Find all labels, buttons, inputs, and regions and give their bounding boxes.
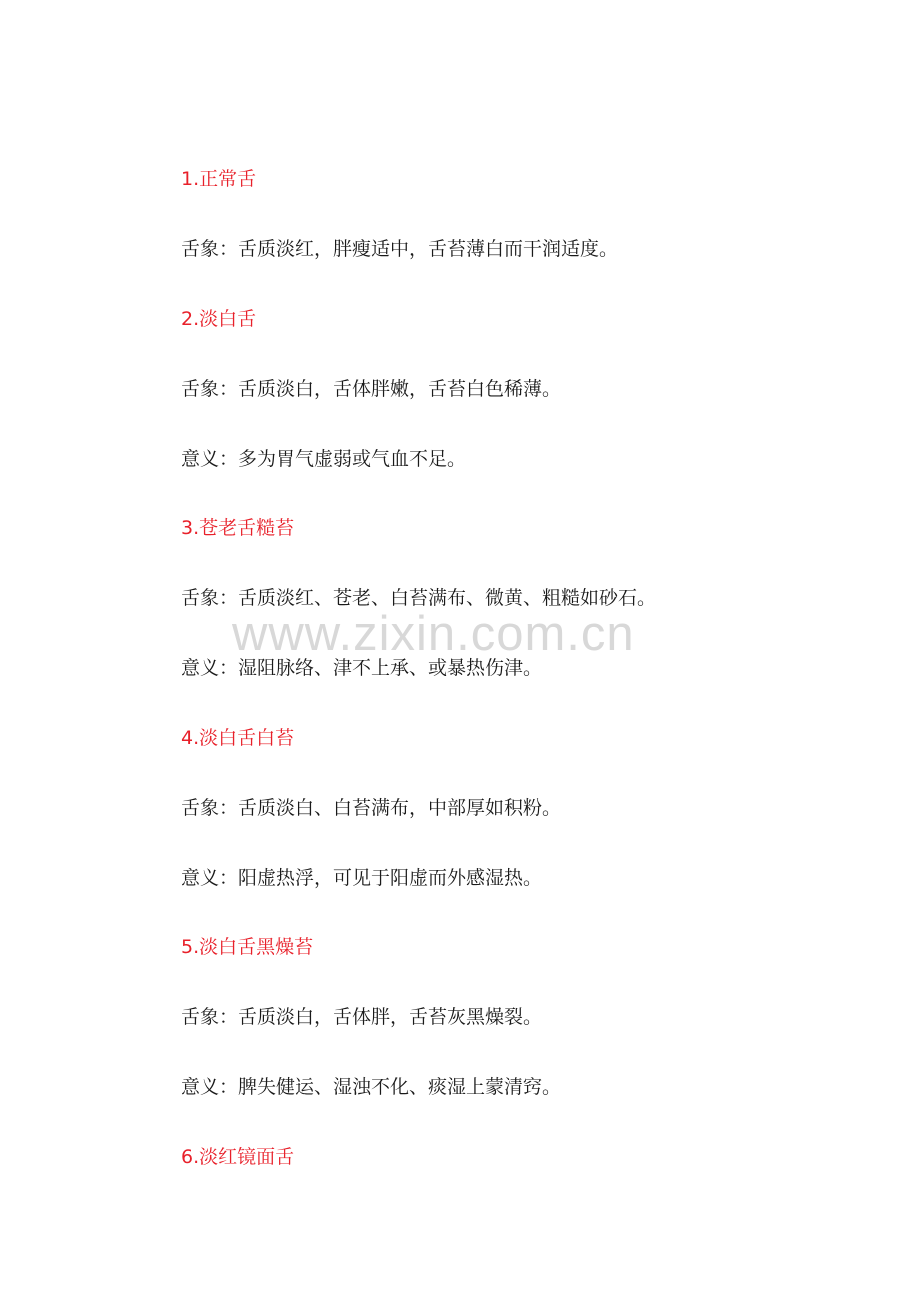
- tongue-meaning-2: 意义：多为胃气虚弱或气血不足。: [181, 448, 467, 470]
- tongue-meaning-4: 意义：阳虚热浮，可见于阳虚而外感湿热。: [181, 867, 543, 889]
- tongue-appearance-2: 舌象：舌质淡白，舌体胖嫩，舌苔白色稀薄。: [181, 378, 562, 400]
- tongue-meaning-3: 意义：湿阻脉络、津不上承、或暴热伤津。: [181, 657, 543, 679]
- tongue-appearance-5: 舌象：舌质淡白，舌体胖，舌苔灰黑燥裂。: [181, 1006, 543, 1028]
- tongue-appearance-1: 舌象：舌质淡红，胖瘦适中，舌苔薄白而干润适度。: [181, 238, 619, 260]
- section-heading-2: 2.淡白舌: [181, 308, 257, 330]
- section-heading-4: 4.淡白舌白苔: [181, 727, 295, 749]
- watermark: www.zixin.com.cn: [232, 607, 635, 661]
- tongue-appearance-3: 舌象：舌质淡红、苍老、白苔满布、微黄、粗糙如砂石。: [181, 587, 657, 609]
- section-heading-5: 5.淡白舌黑燥苔: [181, 936, 314, 958]
- tongue-meaning-5: 意义：脾失健运、湿浊不化、痰湿上蒙清窍。: [181, 1076, 562, 1098]
- section-heading-1: 1.正常舌: [181, 168, 257, 190]
- section-heading-6: 6.淡红镜面舌: [181, 1146, 295, 1168]
- section-heading-3: 3.苍老舌糙苔: [181, 517, 295, 539]
- tongue-appearance-4: 舌象：舌质淡白、白苔满布，中部厚如积粉。: [181, 797, 562, 819]
